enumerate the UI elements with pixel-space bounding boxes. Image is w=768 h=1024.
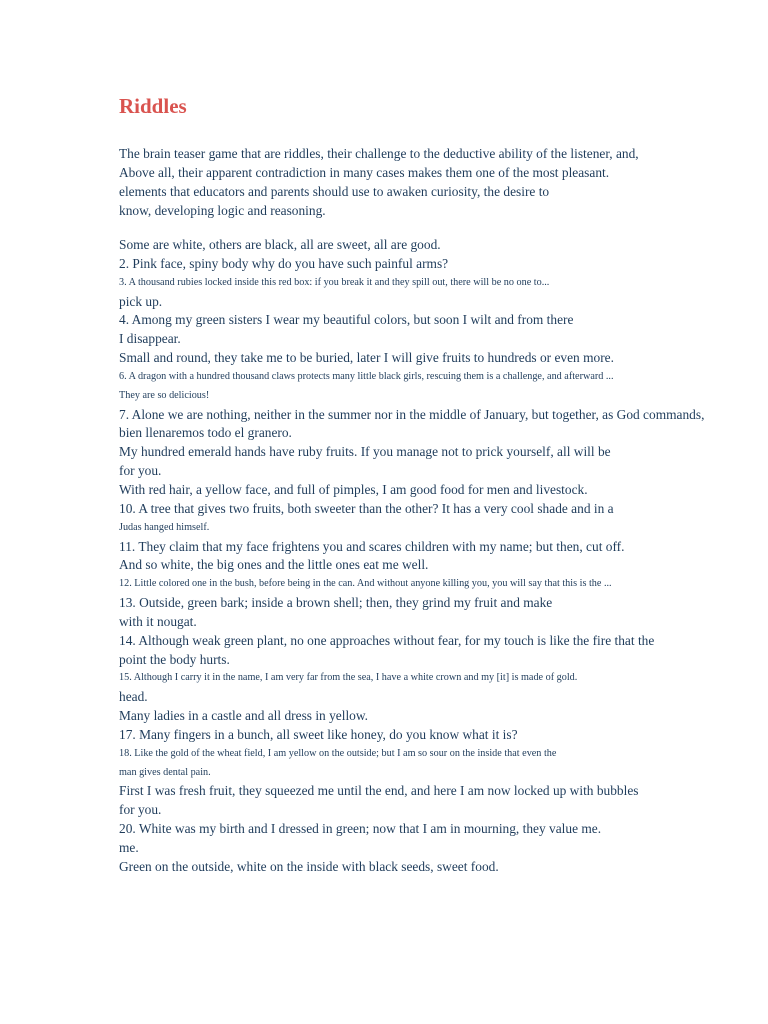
riddle-line: Many ladies in a castle and all dress in yellow. <box>119 708 369 724</box>
riddle-line: point the body hurts. <box>119 651 230 667</box>
riddle-line: for you. <box>119 463 162 479</box>
intro-line: Above all, their apparent contradiction in many cases makes them one of the most pleasant. <box>119 165 610 180</box>
riddle-line: 11. They claim that my face frightens you and scares children with my name; but then, cut off. <box>119 538 625 554</box>
riddle-line: 17. Many fingers in a bunch, all sweet like honey, do you know what it is? <box>119 726 518 742</box>
riddle-line: 4. Among my green sisters I wear my beautiful colors, but soon I wilt and from there <box>119 312 574 328</box>
riddle-line: 13. Outside, green bark; inside a brown shell; then, they grind my fruit and make <box>119 595 553 611</box>
riddle-line: 6. A dragon with a hundred thousand claws protects many little black girls, rescuing them is a challenge, and afterward ... <box>119 370 614 382</box>
riddle-line: Judas hanged himself. <box>119 521 210 533</box>
riddle-line: First I was fresh fruit, they squeezed me until the end, and here I am now locked up with bubbles <box>119 783 639 799</box>
riddle-line: 2. Pink face, spiny body why do you have such painful arms? <box>119 255 449 271</box>
riddle-line: 18. Like the gold of the wheat field, I am yellow on the outside; but I am so sour on the inside that even the <box>119 747 557 759</box>
page-title: Riddles <box>119 94 187 118</box>
riddle-line: pick up. <box>119 293 163 309</box>
riddle-line: They are so delicious! <box>119 389 210 401</box>
riddle-line: man gives dental pain. <box>119 766 211 778</box>
riddle-line: My hundred emerald hands have ruby fruits. If you manage not to prick yourself, all will be <box>119 444 611 460</box>
riddle-line: And so white, the big ones and the little ones eat me well. <box>119 557 429 573</box>
riddle-line: with it nougat. <box>119 613 197 629</box>
riddle-line: I disappear. <box>119 331 181 347</box>
riddle-line: Small and round, they take me to be buried, later I will give fruits to hundreds or even more. <box>119 350 614 366</box>
riddle-line: 14. Although weak green plant, no one approaches without fear, for my touch is like the fire that the <box>119 632 655 648</box>
riddle-line: Some are white, others are black, all are sweet, all are good. <box>119 237 441 252</box>
riddle-line: With red hair, a yellow face, and full of pimples, I am good food for men and livestock. <box>119 481 588 497</box>
riddle-line: 10. A tree that gives two fruits, both sweeter than the other? It has a very cool shade and in a <box>119 500 614 516</box>
intro-paragraph <box>119 144 719 220</box>
riddle-line: 15. Although I carry it in the name, I am very far from the sea, I have a white crown and my [it] is made of gold. <box>119 672 578 684</box>
intro-line: know, developing logic and reasoning. <box>119 203 326 218</box>
riddle-line: Green on the outside, white on the inside with black seeds, sweet food. <box>119 858 499 874</box>
riddle-line: for you. <box>119 802 162 818</box>
intro-line: elements that educators and parents should use to awaken curiosity, the desire to <box>119 184 550 199</box>
riddle-line: head. <box>119 689 148 705</box>
riddles-list <box>119 236 719 877</box>
riddle-line: 20. White was my birth and I dressed in green; now that I am in mourning, they value me. <box>119 821 602 837</box>
intro-line: The brain teaser game that are riddles, their challenge to the deductive ability of the listener, and, <box>119 146 639 161</box>
riddle-line: 12. Little colored one in the bush, before being in the can. And without anyone killing you, you will say that this is the ... <box>119 578 612 590</box>
riddle-line: me. <box>119 840 139 855</box>
riddle-line: 3. A thousand rubies locked inside this red box: if you break it and they spill out, there will be no one to... <box>119 276 550 288</box>
riddle-line: 7. Alone we are nothing, neither in the summer nor in the middle of January, but together, as God commands, <box>119 406 705 422</box>
riddle-line: bien llenaremos todo el granero. <box>119 425 292 441</box>
